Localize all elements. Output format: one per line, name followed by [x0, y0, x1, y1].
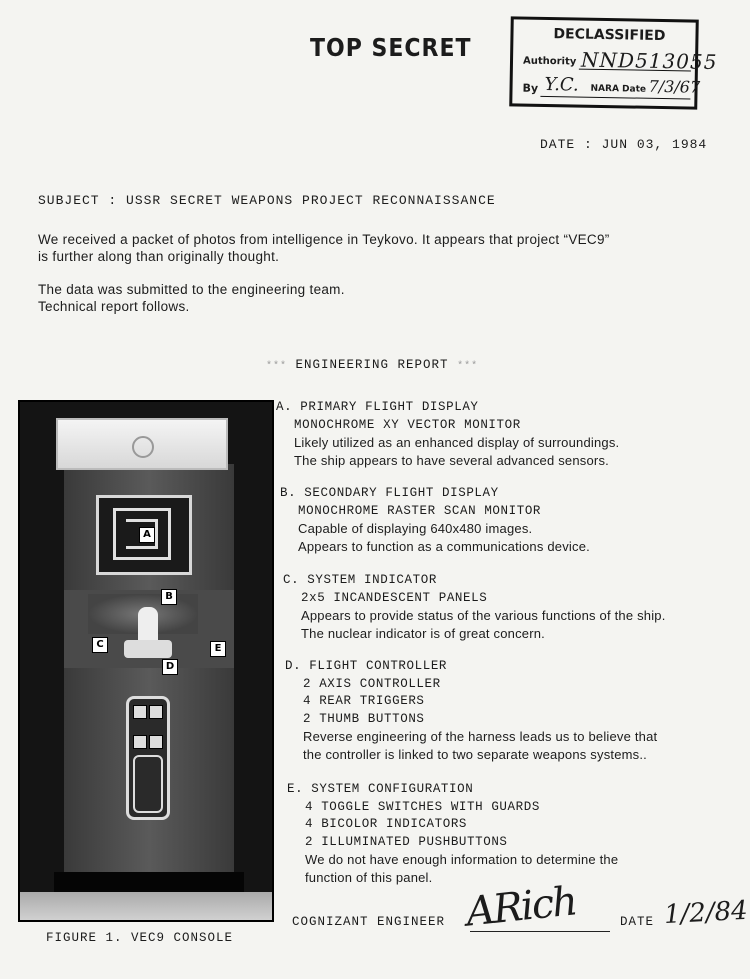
section-primary-flight-display [276, 399, 619, 469]
stamp-by-label: By [522, 81, 539, 95]
section-heading: B. SECONDARY FLIGHT DISPLAY [280, 486, 499, 500]
section-spec: 2x5 INCANDESCENT PANELS [301, 590, 488, 605]
section-spec: 2 AXIS CONTROLLER [303, 676, 441, 691]
label-e: E [210, 641, 226, 657]
declassified-stamp [509, 16, 718, 109]
section-spec: MONOCHROME XY VECTOR MONITOR [294, 417, 521, 432]
section-spec: 4 REAR TRIGGERS [303, 694, 425, 708]
stars-decoration: *** [457, 361, 479, 372]
section-spec: 4 TOGGLE SWITCHES WITH GUARDS [305, 799, 540, 814]
section-spec: MONOCHROME RASTER SCAN MONITOR [298, 503, 542, 518]
section-note: the controller is linked to two separate weapons systems.. [303, 746, 647, 762]
stars-decoration: *** [266, 361, 288, 372]
engineering-report-heading [266, 358, 478, 372]
section-note: We do not have enough information to determine the [305, 852, 619, 867]
section-heading: D. FLIGHT CONTROLLER [285, 659, 448, 673]
engineer-signature: ARich [463, 878, 579, 936]
cabinet-marquee [56, 418, 228, 470]
section-secondary-flight-display [280, 485, 590, 555]
stamp-authority-value: NND513055 [580, 47, 718, 74]
stamp-authority-label: Authority [522, 55, 577, 68]
section-system-configuration [287, 781, 618, 886]
label-d: D [162, 659, 178, 675]
section-flight-controller [285, 658, 657, 763]
figure-caption: FIGURE 1. VEC9 CONSOLE [46, 931, 234, 945]
paragraph-line: The data was submitted to the engineering team. [38, 282, 345, 297]
signoff-date-value: 1/2/84 [663, 895, 749, 931]
paragraph-line: Technical report follows. [38, 299, 190, 314]
coin-slot [149, 735, 163, 749]
section-note: Likely utilized as an enhanced display of surroundings. [294, 435, 620, 450]
section-heading: E. SYSTEM CONFIGURATION [287, 782, 474, 796]
section-heading: C. SYSTEM INDICATOR [283, 573, 437, 587]
coin-slot [149, 705, 163, 719]
section-note: Capable of displaying 640x480 images. [298, 521, 533, 536]
document-title: TOP SECRET [310, 34, 472, 63]
floor [20, 892, 274, 922]
section-note: Reverse engineering of the harness leads us to believe that [303, 729, 658, 744]
section-note: Appears to provide status of the various functions of the ship. [301, 608, 666, 623]
marquee-emblem [132, 436, 154, 458]
stamp-date-value: 7/3/67 [648, 76, 701, 97]
console-photo [18, 400, 274, 922]
section-system-indicator [283, 572, 666, 642]
section-note: Appears to function as a communications device. [298, 538, 590, 554]
signature-line [470, 931, 610, 932]
coin-door [126, 696, 170, 820]
stamp-heading: DECLASSIFIED [553, 26, 666, 45]
followup-paragraph [38, 281, 345, 315]
cognizant-engineer-label: COGNIZANT ENGINEER [292, 915, 446, 929]
label-a: A [139, 527, 155, 543]
label-b: B [161, 589, 177, 605]
stamp-nara-label: NARA Date [590, 83, 647, 95]
section-note: function of this panel. [305, 869, 433, 885]
cash-door [133, 755, 163, 813]
section-spec: 4 BICOLOR INDICATORS [305, 817, 468, 831]
section-note: The ship appears to have several advanced sensors. [294, 452, 609, 468]
section-note: The nuclear indicator is of great concern. [301, 625, 545, 641]
paragraph-line: We received a packet of photos from intelligence in Teykovo. It appears that project “VEC9” [38, 232, 610, 247]
stamp-by-value: Y.C. [544, 73, 579, 96]
engineering-report-title: ENGINEERING REPORT [295, 358, 449, 372]
label-c: C [92, 637, 108, 653]
subject-line: SUBJECT : USSR SECRET WEAPONS PROJECT RECONNAISSANCE [38, 193, 496, 208]
stamp-line [540, 96, 690, 100]
section-heading: A. PRIMARY FLIGHT DISPLAY [276, 400, 479, 414]
signoff-date-label: DATE [620, 915, 655, 929]
section-spec: 2 ILLUMINATED PUSHBUTTONS [305, 834, 508, 849]
document-date: DATE : JUN 03, 1984 [540, 137, 708, 152]
joystick-base [124, 640, 172, 658]
section-spec: 2 THUMB BUTTONS [303, 711, 425, 726]
paragraph-line: is further along than originally thought. [38, 249, 280, 264]
coin-slot [133, 735, 147, 749]
intro-paragraph [38, 231, 610, 265]
coin-slot [133, 705, 147, 719]
